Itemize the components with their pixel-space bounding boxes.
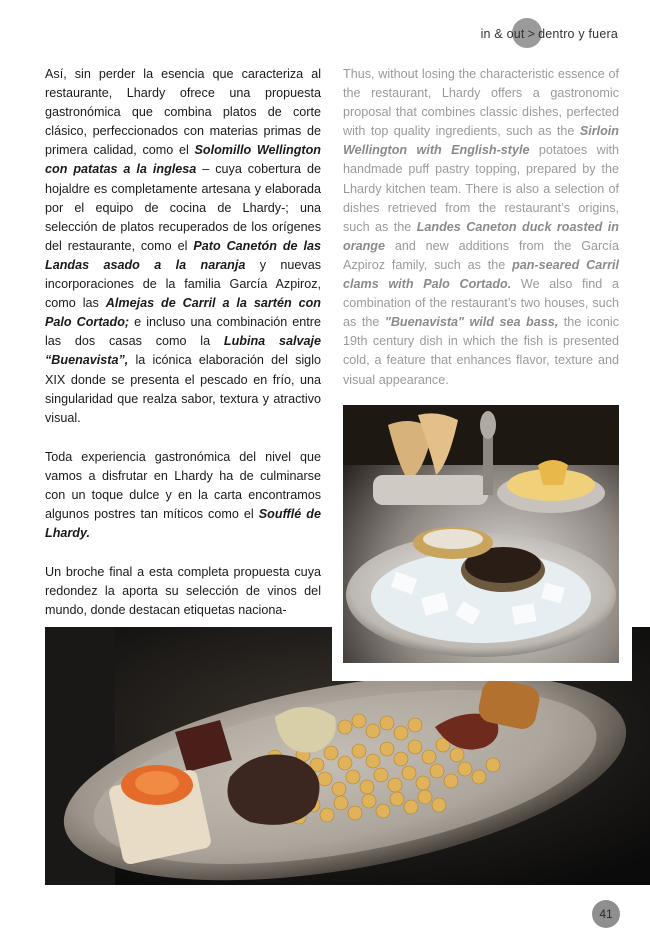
right-column-english xyxy=(343,65,619,410)
text: and new additions from the García Azpiroz family, such as the xyxy=(343,238,619,272)
text: Thus, without losing the characteristic essence of the restaurant, Lhardy offers a gastronomic proposal that combines classic dishes, perfected with top quality ingredients, such as the xyxy=(343,67,619,139)
paragraph-1 xyxy=(45,65,321,428)
text: potatoes with handmade puff pastry topping, prepared by the Lhardy kitchen team. There is also a selection of dishes retrieved from the restaurant’s origins, such as the xyxy=(343,143,619,234)
photo-caviar-tray xyxy=(343,405,619,663)
dish-name: Almejas de Carril a la sartén con Palo Cortado; xyxy=(45,296,321,330)
dish-name: Landes Caneton duck roasted in orange xyxy=(343,219,619,253)
paragraph-3 xyxy=(45,563,321,620)
text: Así, sin perder la esencia que caracteriza al restaurante, Lhardy ofrece una propuesta gastronómica que combina platos de corte clásico, perfeccionados con materias primas de primera calidad, como el xyxy=(45,67,321,158)
dish-name: Soufflé de Lhardy. xyxy=(45,507,321,541)
text: the iconic 19th century dish in which the fish is presented cold, a feature that enhances flavor, texture and visual appearance. xyxy=(343,315,620,387)
left-column-spanish xyxy=(45,65,321,641)
text: e incluso una combinación entre las dos casas como la xyxy=(45,315,322,349)
text: Un broche final a esta completa propuesta cuya redondez la aporta su selección de vinos del mundo, donde destacan etiquetas naciona- xyxy=(45,565,321,618)
dish-name: Lubina salvaje “Buenavista”, xyxy=(45,334,321,368)
paragraph-2 xyxy=(45,448,321,543)
section-header xyxy=(481,24,618,44)
text: la icónica elaboración del siglo XIX donde se presenta el pescado en frío, una singularidad que realza sabor, textura y atractivo visual. xyxy=(45,353,321,425)
dish-name: Sirloin Wellington with English-style xyxy=(343,124,619,158)
dish-name: pan-seared Carril clams with Palo Cortado. xyxy=(343,257,619,292)
paragraph-english xyxy=(343,65,619,390)
page-number-badge xyxy=(592,900,620,928)
dish-name: Solomillo Wellington con patatas a la inglesa xyxy=(45,143,321,177)
text: y nuevas incorporaciones de la familia García Azpiroz, como las xyxy=(45,257,321,311)
header-separator: > xyxy=(527,27,536,41)
header-right: dentro y fuera xyxy=(538,27,618,41)
dish-name: "Buenavista" wild sea bass, xyxy=(384,315,559,330)
text: We also find a combination of the restaurant’s two houses, such as the xyxy=(343,277,619,330)
page-number: 41 xyxy=(599,907,613,921)
header-left: in & out xyxy=(480,27,525,41)
text: Toda experiencia gastronómica del nivel que vamos a disfrutar en Lhardy ha de culminarse con un toque dulce y en la carta encontramos algunos postres tan míticos como el xyxy=(45,449,321,522)
text: – cuya cobertura de hojaldre es completamente artesana y elaborada por el equipo de cocina de Lhardy-; una selección de platos recuperados de los orígenes del restaurante, como el xyxy=(45,162,321,253)
dish-name: Pato Canetón de las Landas asado a la naranja xyxy=(45,238,322,272)
